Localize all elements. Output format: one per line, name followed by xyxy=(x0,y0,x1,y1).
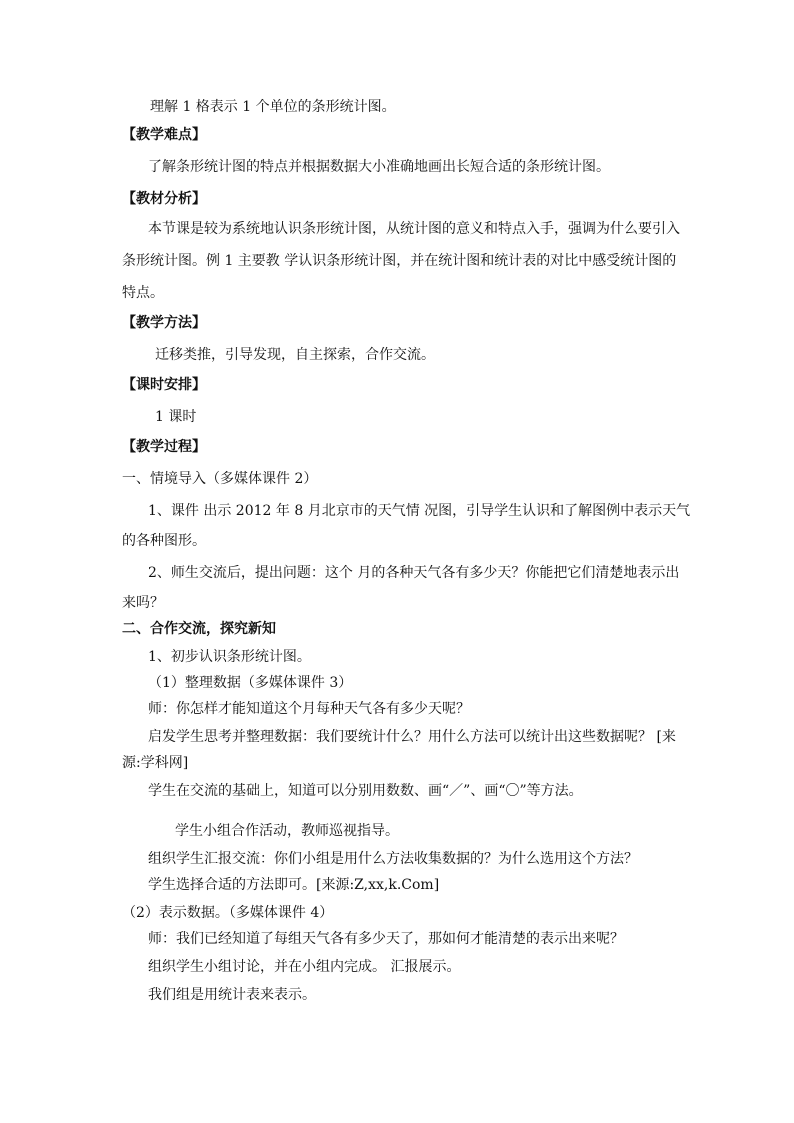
paragraph-line: （2）表示数据。（多媒体课件 4） xyxy=(122,905,334,921)
paragraph-line: 2、师生交流后，提出问题：这个 月的各种天气各有多少天？你能把它们清楚地表示出 xyxy=(148,565,680,581)
paragraph-line: （1）整理数据（多媒体课件 3） xyxy=(148,675,353,691)
paragraph-line: 本节课是较为系统地认识条形统计图，从统计图的意义和特点入手，强调为什么要引入 xyxy=(148,221,680,237)
section-heading-methods: 【教学方法】 xyxy=(122,315,206,331)
paragraph-line: 条形统计图。例 1 主要教 学认识条形统计图，并在统计图和统计表的对比中感受统计图的 xyxy=(122,253,677,269)
paragraph-line: 了解条形统计图的特点并根据数据大小准确地画出长短合适的条形统计图。 xyxy=(148,159,610,175)
paragraph-line: 学生在交流的基础上，知道可以分别用数数、画“／”、画“〇”等方法。 xyxy=(148,783,583,799)
paragraph-line: 来吗？ xyxy=(122,595,164,611)
paragraph-line: 源:学科网] xyxy=(122,755,189,771)
paragraph-line: 组织学生汇报交流：你们小组是用什么方法收集数据的？为什么选用这个方法？ xyxy=(148,851,638,867)
paragraph-line: 师：你怎样才能知道这个月每种天气各有多少天呢？ xyxy=(148,701,470,717)
section-heading-process: 【教学过程】 xyxy=(122,439,206,455)
section-heading-schedule: 【课时安排】 xyxy=(122,377,206,393)
paragraph-line: 我们组是用统计表来表示。 xyxy=(148,987,316,1003)
paragraph-line: 师：我们已经知道了每组天气各有多少天了，那如何才能清楚的表示出来呢？ xyxy=(148,931,624,947)
paragraph-line: 迁移类推，引导发现，自主探索，合作交流。 xyxy=(155,347,435,363)
section-heading-analysis: 【教材分析】 xyxy=(122,191,206,207)
paragraph-line: 理解 1 格表示 1 个单位的条形统计图。 xyxy=(150,99,396,115)
paragraph-line: 的各种图形。 xyxy=(122,533,206,549)
paragraph-line: 1、课件 出示 2012 年 8 月北京市的天气情 况图，引导学生认识和了解图例中表示天气 xyxy=(148,503,691,519)
paragraph-line: 学生小组合作活动，教师巡视指导。 xyxy=(175,823,399,839)
paragraph-line: 1 课时 xyxy=(155,409,197,425)
paragraph-line: 启发学生思考并整理数据：我们要统计什么？用什么方法可以统计出这些数据呢？ [来 xyxy=(148,729,676,745)
paragraph-line: 学生选择合适的方法即可。[来源:Z,xx,k.Com] xyxy=(148,877,440,893)
paragraph-line: 1、初步认识条形统计图。 xyxy=(148,649,311,665)
paragraph-line: 一、情境导入（多媒体课件 2） xyxy=(122,471,318,487)
paragraph-line: 特点。 xyxy=(122,285,164,301)
section-heading-difficulty: 【教学难点】 xyxy=(122,127,206,143)
subsection-heading: 二、合作交流，探究新知 xyxy=(122,621,276,637)
paragraph-line: 组织学生小组讨论，并在小组内完成。 汇报展示。 xyxy=(148,959,461,975)
